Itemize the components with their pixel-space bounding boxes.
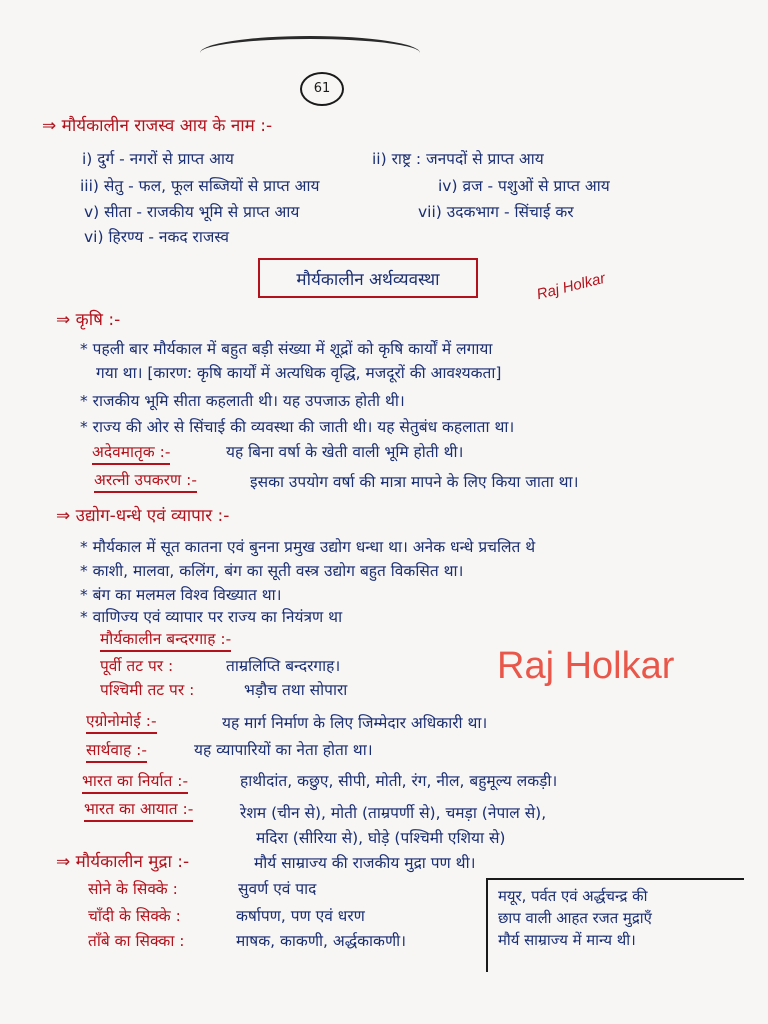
- page-number: 61: [300, 72, 344, 106]
- page-top-arc: [200, 36, 420, 53]
- revenue-item-3: iii) सेतु - फल, फूल सब्जियों से प्राप्त आय: [80, 177, 320, 195]
- title-box: [258, 258, 478, 298]
- agronomoi-term: एग्रोनोमोई :-: [86, 712, 157, 734]
- import-line-2: मदिरा (सीरिया से), घोड़े (पश्चिमी एशिया से): [256, 829, 506, 847]
- industry-line-2: * काशी, मालवा, कलिंग, बंग का सूती वस्त्र उद्योग बहुत विकसित था।: [80, 562, 464, 580]
- east-coast-value: ताम्रलिप्ति बन्दरगाह।: [226, 657, 341, 675]
- sarthvah-definition: यह व्यापारियों का नेता होता था।: [194, 741, 373, 759]
- adevmatrik-term: अदेवमातृक :-: [92, 443, 170, 465]
- revenue-item-1: i) दुर्ग - नगरों से प्राप्त आय: [82, 150, 234, 168]
- currency-note-box: [486, 878, 744, 972]
- silver-coins-value: कर्षापण, पण एवं धरण: [236, 907, 365, 925]
- west-coast-value: भड़ौच तथा सोपारा: [244, 681, 348, 699]
- ports-heading: मौर्यकालीन बन्दरगाह :-: [100, 630, 231, 652]
- signature: Raj Holkar: [534, 269, 608, 304]
- revenue-heading: ⇒ मौर्यकालीन राजस्व आय के नाम :-: [42, 116, 273, 136]
- note-line-2-text: छाप वाली आहत रजत मुद्राएँ: [498, 908, 652, 927]
- agronomoi-definition: यह मार्ग निर्माण के लिए जिम्मेदार अधिकारी था।: [222, 714, 488, 732]
- export-term: भारत का निर्यात :-: [82, 772, 188, 794]
- east-coast-label: पूर्वी तट पर :: [100, 657, 174, 675]
- watermark: Raj Holkar: [497, 645, 675, 687]
- note-line-3: मौर्य साम्राज्य में मान्य थी।: [498, 930, 636, 949]
- aratni-definition: इसका उपयोग वर्षा की मात्रा मापने के लिए किया जाता था।: [250, 473, 579, 491]
- industry-line-1: * मौर्यकाल में सूत कातना एवं बुनना प्रमुख उद्योग धन्धा था। अनेक धन्धे प्रचलित थे: [80, 538, 536, 556]
- industry-line-3: * बंग का मलमल विश्व विख्यात था।: [80, 586, 282, 604]
- agriculture-line-3: * राजकीय भूमि सीता कहलाती थी। यह उपजाऊ होती थी।: [80, 392, 405, 410]
- currency-heading-definition: मौर्य साम्राज्य की राजकीय मुद्रा पण थी।: [254, 854, 476, 872]
- west-coast-label: पश्चिमी तट पर :: [100, 681, 195, 699]
- gold-coins-value: सुवर्ण एवं पाद: [238, 880, 317, 898]
- copper-coin-label: ताँबे का सिक्का :: [88, 932, 185, 950]
- revenue-item-4: iv) व्रज - पशुओं से प्राप्त आय: [438, 177, 610, 195]
- adevmatrik-definition: यह बिना वर्षा के खेती वाली भूमि होती थी।: [226, 443, 464, 461]
- note-line-2: [498, 908, 734, 930]
- agriculture-line-2: गया था। [कारण: कृषि कार्यों में अत्यधिक वृद्धि, मजदूरों की आवश्यकता]: [96, 364, 502, 382]
- revenue-item-2: ii) राष्ट्र : जनपदों से प्राप्त आय: [372, 150, 544, 168]
- agriculture-line-1: * पहली बार मौर्यकाल में बहुत बड़ी संख्या में शूद्रों को कृषि कार्यों में लगाया: [80, 340, 493, 358]
- gold-coins-label: सोने के सिक्के :: [88, 880, 178, 898]
- import-line-1: रेशम (चीन से), मोती (ताम्रपर्णी से), चमड़ा (नेपाल से),: [240, 804, 547, 822]
- aratni-term: अरत्नी उपकरण :-: [94, 471, 197, 493]
- agriculture-line-4: * राज्य की ओर से सिंचाई की व्यवस्था की जाती थी। यह सेतुबंध कहलाता था।: [80, 418, 515, 436]
- agriculture-heading: ⇒ कृषि :-: [56, 310, 121, 330]
- revenue-item-5: v) सीता - राजकीय भूमि से प्राप्त आय: [84, 203, 300, 221]
- sarthvah-term: सार्थवाह :-: [86, 741, 147, 763]
- export-definition: हाथीदांत, कछुए, सीपी, मोती, रंग, नील, बहुमूल्य लकड़ी।: [240, 772, 558, 790]
- note-line-1: मयूर, पर्वत एवं अर्द्धचन्द्र की: [498, 887, 648, 905]
- currency-heading: ⇒ मौर्यकालीन मुद्रा :-: [56, 852, 190, 872]
- revenue-item-6: vii) उदकभाग - सिंचाई कर: [418, 203, 574, 221]
- industry-line-4: * वाणिज्य एवं व्यापार पर राज्य का नियंत्रण था: [80, 608, 343, 626]
- title-box-text: मौर्यकालीन अर्थव्यवस्था: [296, 269, 440, 290]
- import-term: भारत का आयात :-: [84, 800, 193, 822]
- silver-coins-label: चाँदी के सिक्के :: [88, 907, 181, 925]
- revenue-item-7: vi) हिरण्य - नकद राजस्व: [84, 228, 230, 246]
- copper-coin-value: माषक, काकणी, अर्द्धकाकणी।: [236, 932, 407, 950]
- industry-heading: ⇒ उद्योग-धन्धे एवं व्यापार :-: [56, 506, 230, 526]
